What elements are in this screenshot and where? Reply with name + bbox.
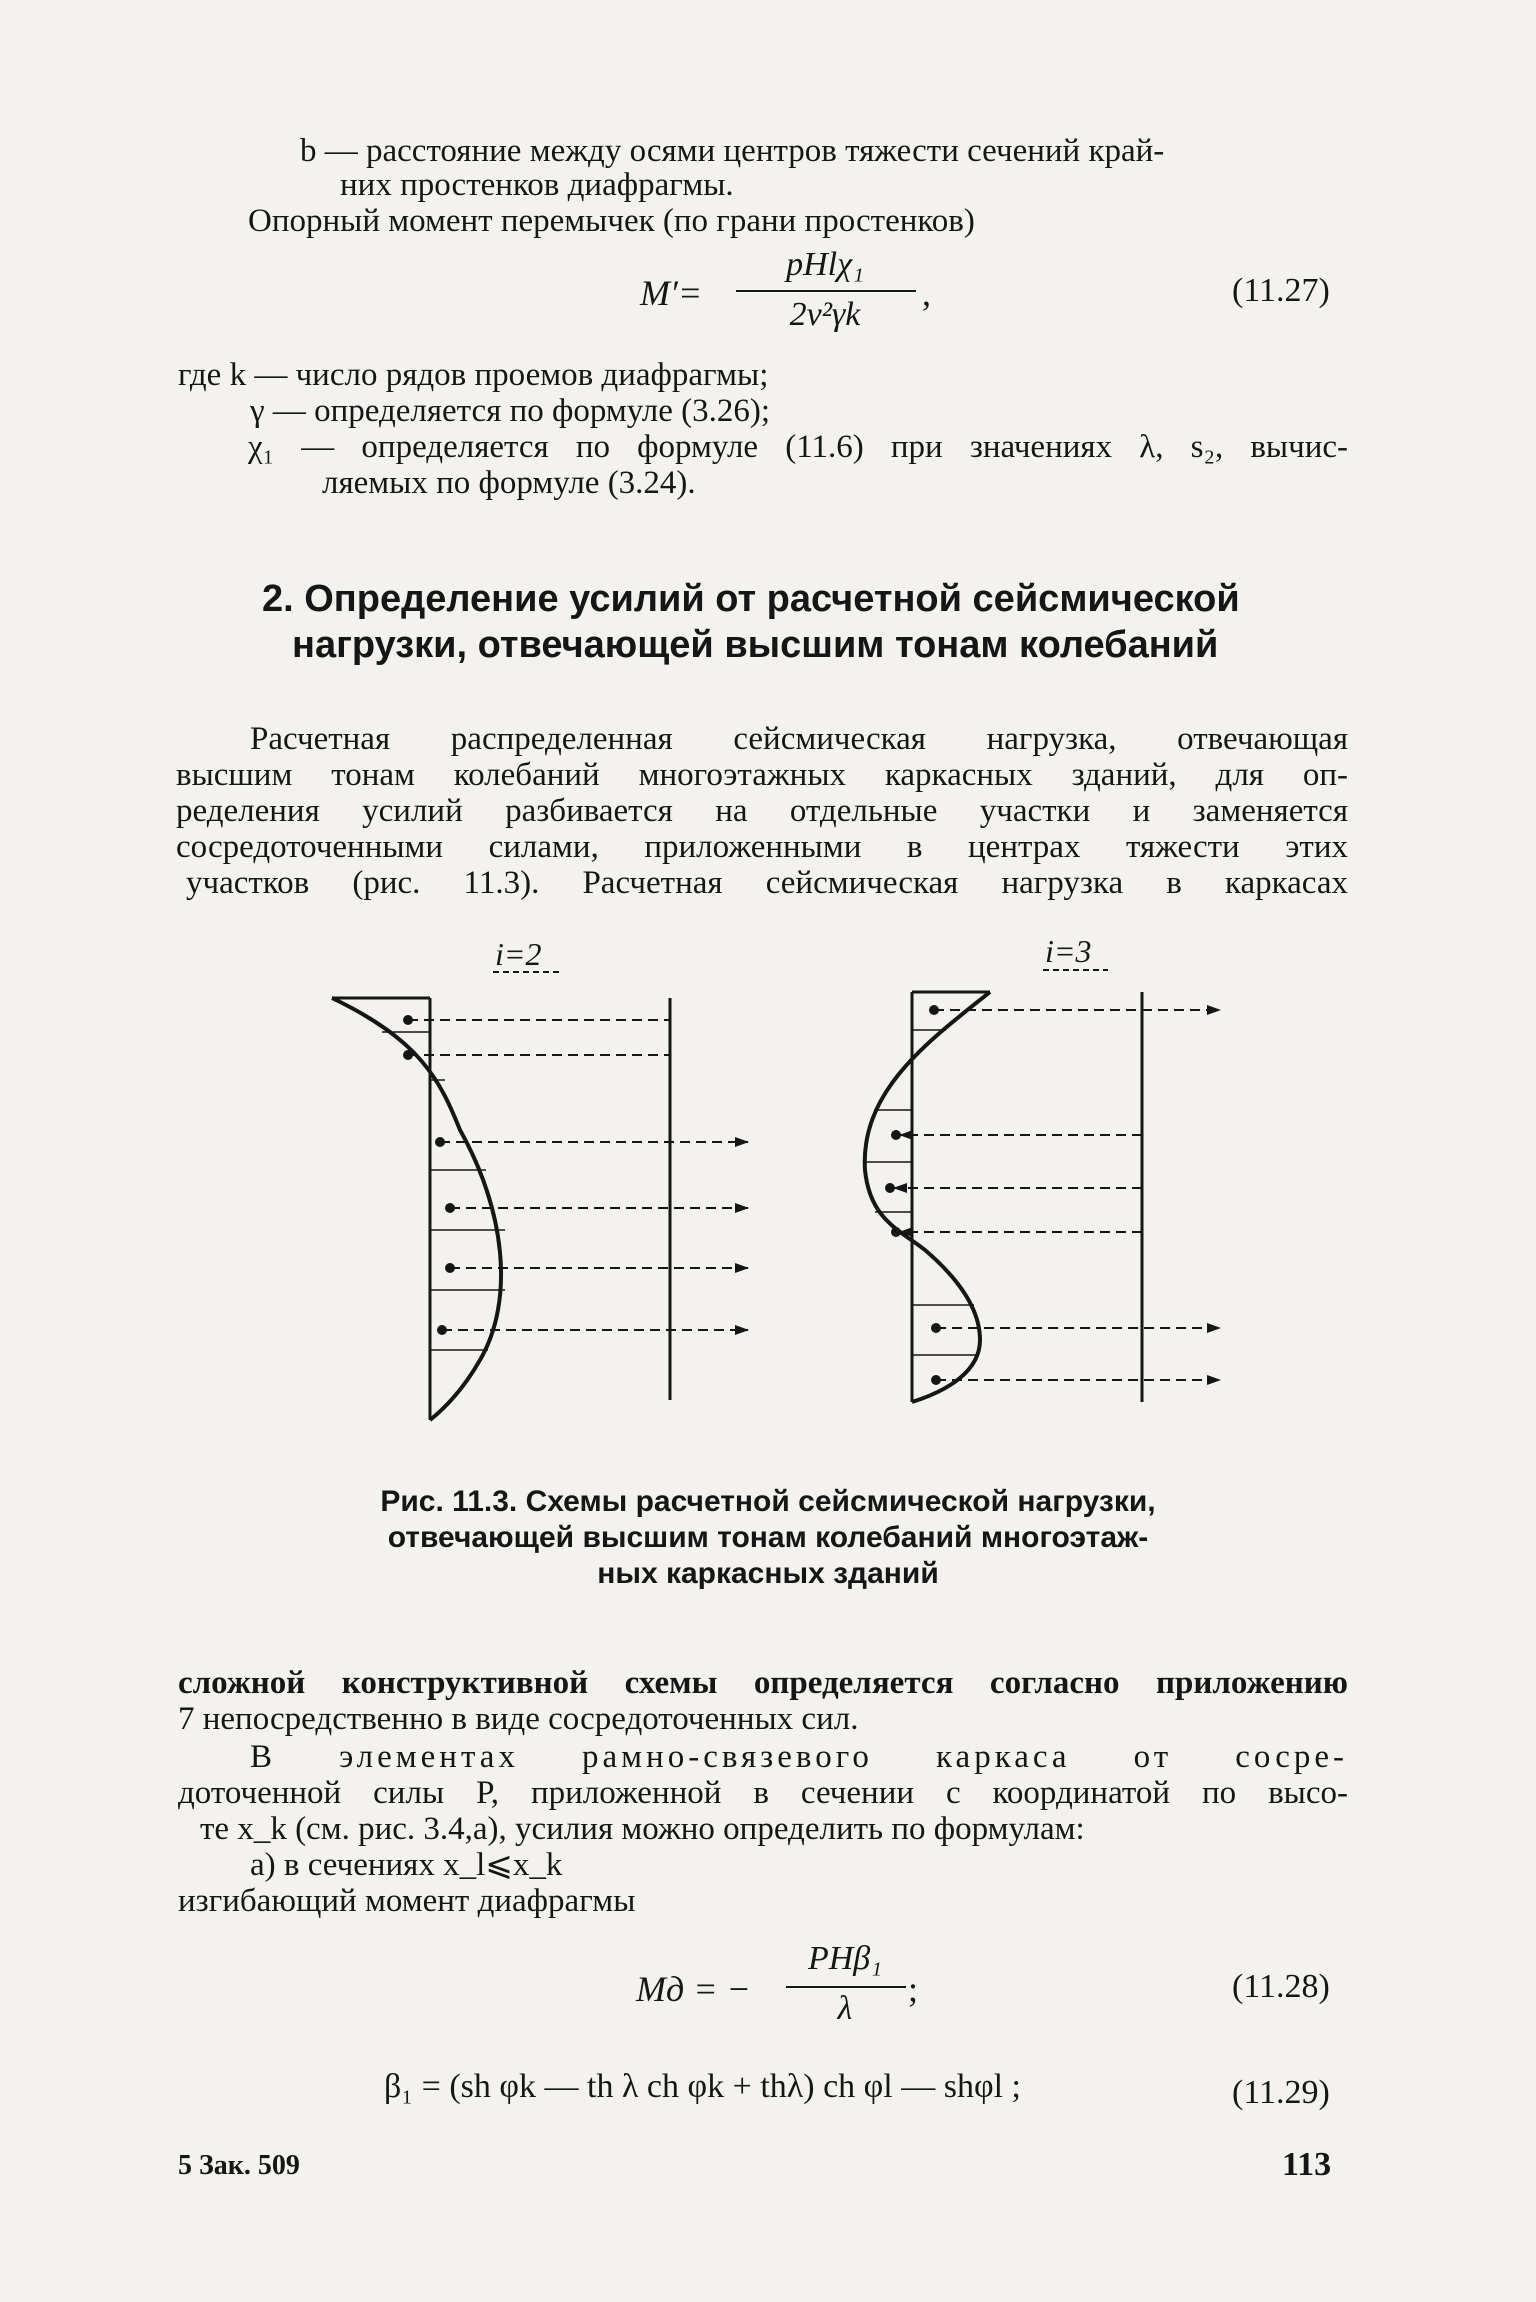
where-line-2: γ — определяется по формуле (3.26); <box>250 393 771 429</box>
formula-11-28-lhs: Mд = − <box>636 1969 751 2009</box>
b-definition-line-1: b — расстояние между осями центров тяжести сечений край- <box>300 133 1165 169</box>
figure-label-i3: i=3 <box>1045 933 1092 969</box>
where-line-4: ляемых по формуле (3.24). <box>322 465 696 501</box>
section-title-line-1: 2. Определение усилий от расчетной сейсмической <box>262 578 1240 620</box>
right-load-point-4 <box>891 1227 901 1237</box>
paragraph-1-line-2: высшим тонам колебаний многоэтажных каркасных зданий, для оп- <box>176 757 1348 793</box>
right-diagram-mode-shape <box>865 992 990 1402</box>
support-moment-intro: Опорный момент перемычек (по грани простенков) <box>248 203 975 239</box>
where-line-1: где k — число рядов проемов диафрагмы; <box>178 357 769 393</box>
paragraph-2-line-4: доточенной силы P, приложенной в сечении с координатой по высо- <box>178 1775 1348 1811</box>
formula-11-28-numerator: PHβ₁ <box>807 1940 883 1977</box>
figure-caption-line-1: Рис. 11.3. Схемы расчетной сейсмической нагрузки, <box>380 1485 1156 1518</box>
paragraph-2-line-1: сложной конструктивной схемы определяется согласно приложению <box>178 1665 1348 1701</box>
paragraph-1-line-3: ределения усилий разбивается на отдельные участки и заменяется <box>176 793 1348 829</box>
section-title-line-2: нагрузки, отвечающей высшим тонам колебаний <box>292 624 1219 666</box>
paragraph-2-line-3: В элементах рамно-связевого каркаса от сосре- <box>250 1739 1348 1775</box>
paragraph-1-line-1: Расчетная распределенная сейсмическая нагрузка, отвечающая <box>250 721 1348 757</box>
formula-11-27-trail: , <box>922 273 931 313</box>
formula-11-28-trail: ; <box>908 1969 919 2009</box>
formula-11-27-lhs: M′= <box>640 273 703 313</box>
paragraph-2-line-5: те x_k (см. рис. 3.4,а), усилия можно определить по формулам: <box>200 1811 1085 1847</box>
formula-11-28-fraction-bar <box>786 1986 906 1988</box>
paragraph-2-line-6: а) в сечениях x_l⩽x_k <box>250 1847 563 1883</box>
footer-order-mark: 5 Зак. 509 <box>178 2150 300 2181</box>
formula-11-29: β₁ = (sh φk — th λ ch φk + thλ) ch φl — shφl ; <box>384 2068 1021 2105</box>
page-number: 113 <box>1282 2146 1332 2183</box>
figure-11-3 <box>300 930 1260 1450</box>
figure-label-i2: i=2 <box>495 936 542 972</box>
formula-11-27-denominator: 2ν²γk <box>789 296 861 333</box>
formula-11-28-denominator: λ <box>837 1990 853 2027</box>
paragraph-1-line-4: сосредоточенными силами, приложенными в центрах тяжести этих <box>176 829 1348 865</box>
formula-11-27-fraction-bar <box>736 290 916 292</box>
formula-11-27-numerator: pHlχ₁ <box>786 246 864 283</box>
paragraph-2-line-2: 7 непосредственно в виде сосредоточенных сил. <box>178 1701 859 1737</box>
formula-11-28-number: (11.28) <box>1232 1968 1330 2005</box>
formula-11-29-number: (11.29) <box>1232 2074 1330 2111</box>
figure-caption-line-3: ных каркасных зданий <box>597 1557 939 1590</box>
diagram-i2 <box>332 998 748 1420</box>
formula-11-27-number: (11.27) <box>1232 272 1330 309</box>
figure-caption-line-2: отвечающей высшим тонам колебаний многоэтаж- <box>387 1521 1149 1554</box>
b-definition-line-2: них простенков диафрагмы. <box>340 167 734 203</box>
where-line-3: χ₁ — определяется по формуле (11.6) при значениях λ, s₂, вычис- <box>248 429 1348 465</box>
paragraph-2-line-7: изгибающий момент диафрагмы <box>178 1883 636 1919</box>
paragraph-1-line-5: участков (рис. 11.3). Расчетная сейсмическая нагрузка в каркасах <box>186 865 1348 901</box>
right-load-point-3 <box>885 1183 895 1193</box>
diagram-i3 <box>865 992 1220 1402</box>
right-load-point-2 <box>891 1130 901 1140</box>
